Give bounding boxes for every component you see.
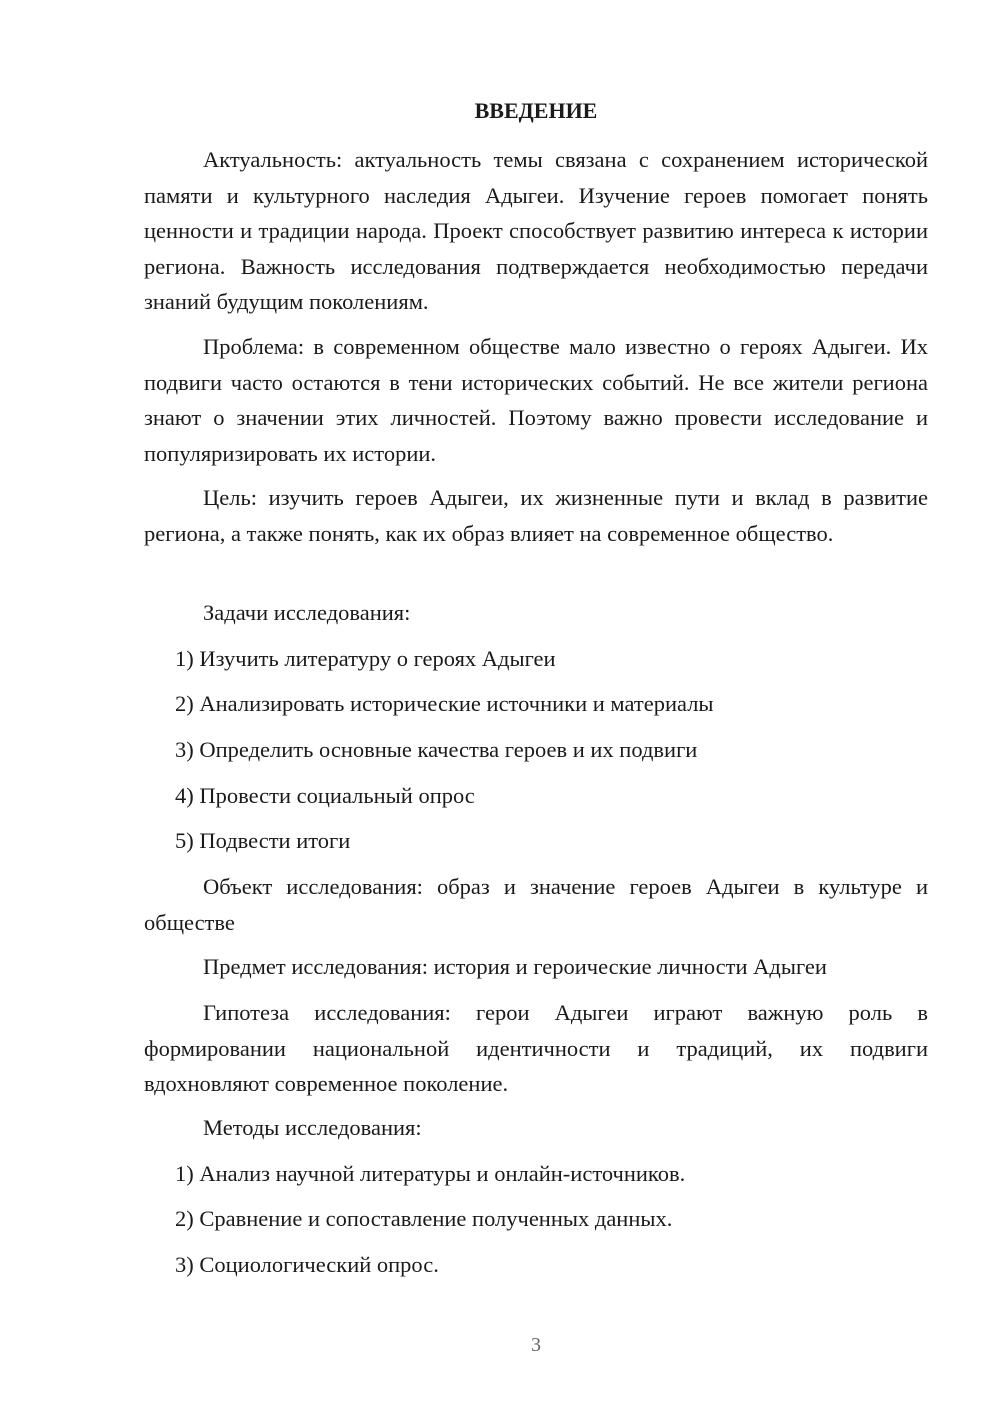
methods-heading: Методы исследования:	[203, 1115, 422, 1140]
method-item: 3) Социологический опрос.	[175, 1252, 439, 1277]
task-item: 4) Провести социальный опрос	[175, 783, 475, 808]
hypothesis-paragraph: Гипотеза исследования: герои Адыгеи играют важную роль в формировании национальной идентичности и традиций, их подвиги вдохновляют современное поколение.	[144, 1000, 928, 1096]
page-number: 3	[531, 1334, 541, 1356]
goal-paragraph: Цель: изучить героев Адыгеи, их жизненные пути и вклад в развитие региона, а также понять, как их образ влияет на современное общество.	[144, 485, 928, 546]
task-item: 5) Подвести итоги	[175, 828, 351, 853]
relevance-paragraph: Актуальность: актуальность темы связана с сохранением исторической памяти и культурного наследия Адыгеи. Изучение героев помогает понять ценности и традиции народа. Проект способствует развитию интереса к истории региона. Важность исследования подтверждается необходимостью передачи знаний будущим поколениям.	[144, 147, 928, 314]
problem-paragraph: Проблема: в современном обществе мало известно о героях Адыгеи. Их подвиги часто остаются в тени исторических событий. Не все жители региона знают о значении этих личностей. Поэтому важно провести исследование и популяризировать их истории.	[144, 334, 928, 466]
task-item: 1) Изучить литературу о героях Адыгеи	[175, 646, 556, 671]
method-item: 1) Анализ научной литературы и онлайн-источников.	[175, 1161, 686, 1186]
method-item: 2) Сравнение и сопоставление полученных данных.	[175, 1206, 673, 1231]
task-item: 2) Анализировать исторические источники и материалы	[175, 691, 714, 716]
task-item: 3) Определить основные качества героев и их подвиги	[175, 737, 698, 762]
document-page	[144, 0, 928, 1414]
subject-paragraph: Предмет исследования: история и героические личности Адыгеи	[203, 954, 827, 979]
object-paragraph: Объект исследования: образ и значение героев Адыгеи в культуре и обществе	[144, 874, 928, 935]
section-title: ВВЕДЕНИЕ	[474, 98, 598, 123]
tasks-heading: Задачи исследования:	[203, 600, 411, 625]
